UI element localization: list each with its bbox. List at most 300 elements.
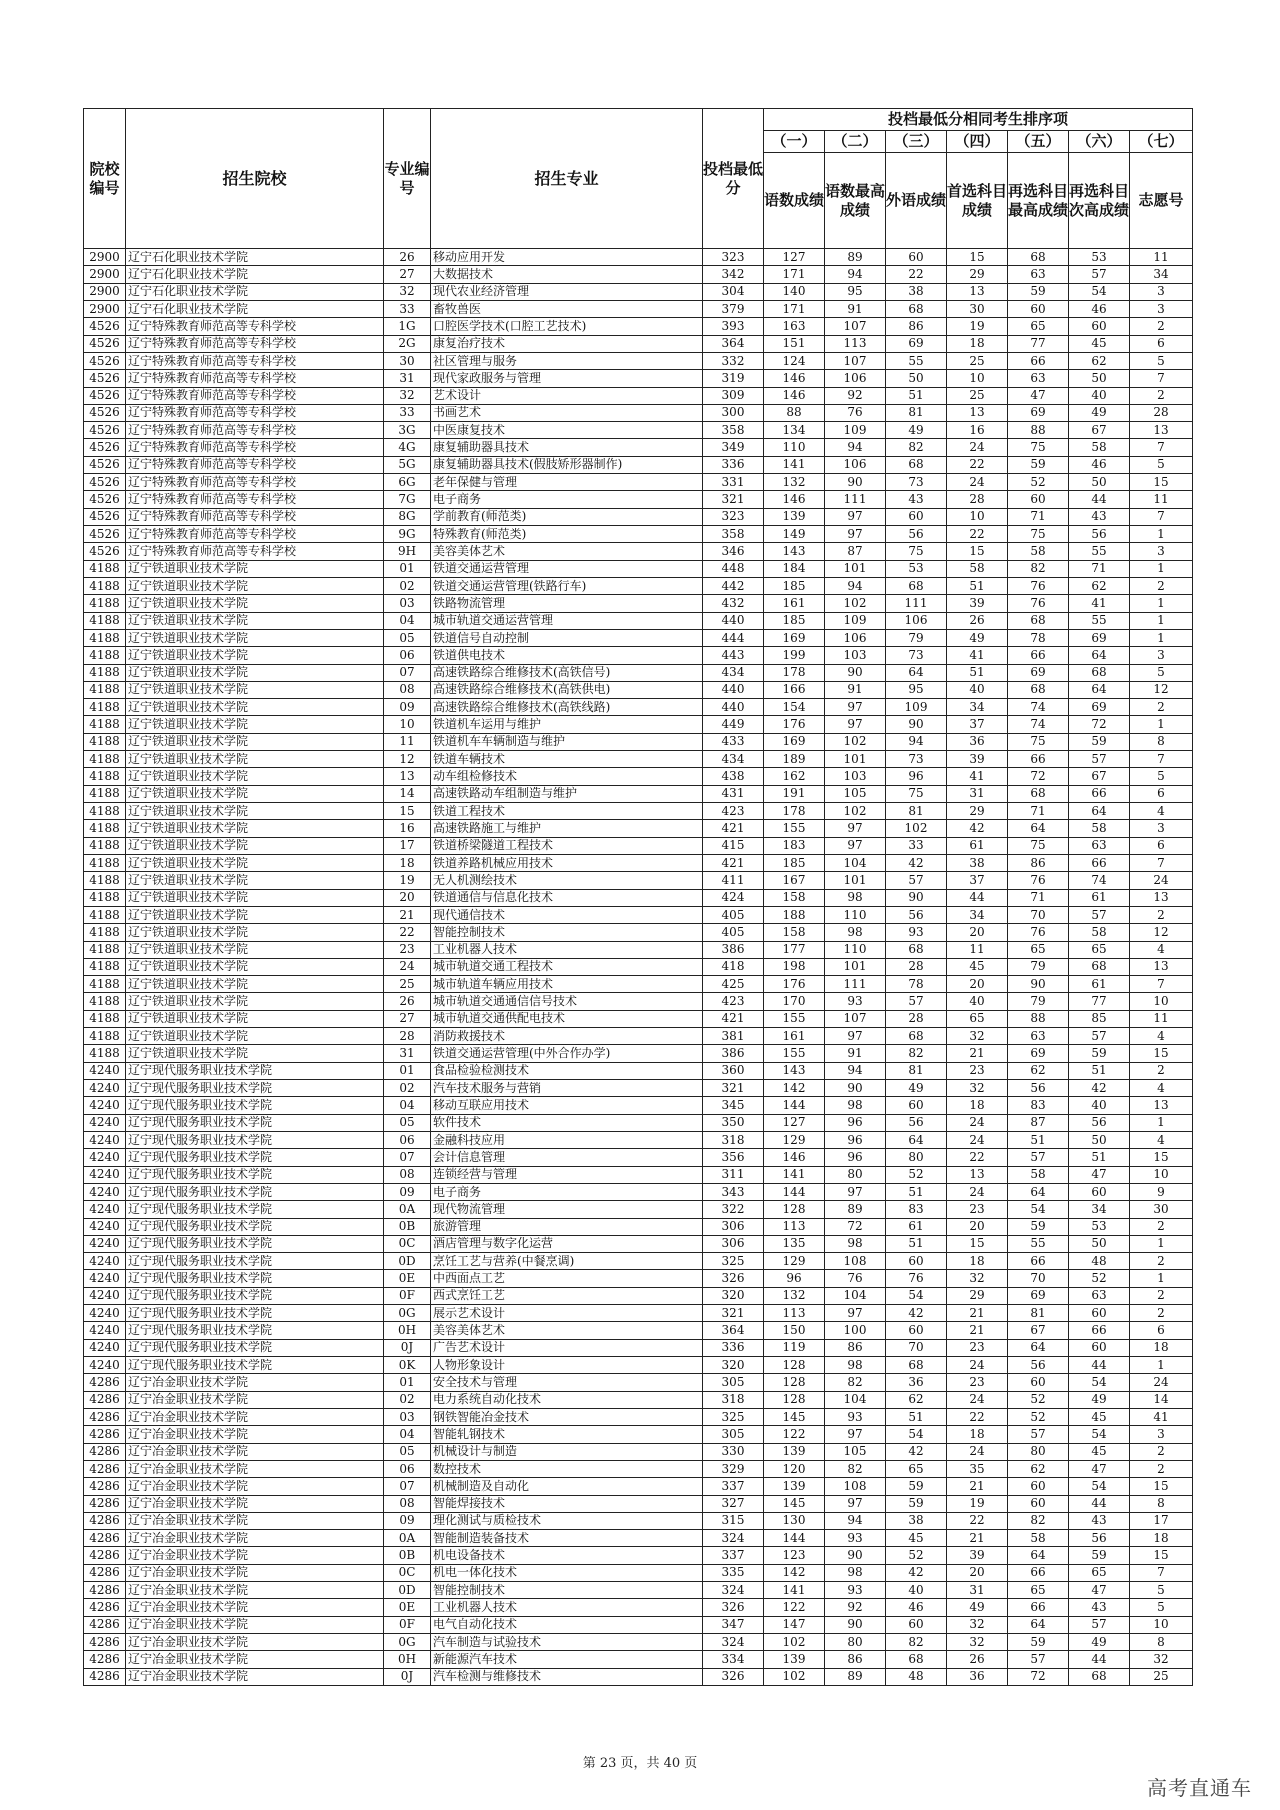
cell-foreign-language: 50 <box>886 370 947 387</box>
cell-major-name: 电子商务 <box>431 491 703 508</box>
cell-elective-max: 54 <box>1008 1201 1069 1218</box>
cell-school-code: 4188 <box>84 577 126 594</box>
cell-school-code: 4188 <box>84 906 126 923</box>
cell-chinese-math: 102 <box>764 1634 825 1651</box>
cell-chinese-math: 171 <box>764 300 825 317</box>
cell-elective-max: 82 <box>1008 1512 1069 1529</box>
cell-elective-second: 43 <box>1069 1599 1130 1616</box>
table-row <box>84 595 1193 612</box>
cell-major-name: 社区管理与服务 <box>431 352 703 369</box>
cell-preference-no: 3 <box>1130 820 1193 837</box>
cell-elective-second: 49 <box>1069 1391 1130 1408</box>
table-row <box>84 1149 1193 1166</box>
cell-chinese-math: 158 <box>764 924 825 941</box>
cell-elective-max: 66 <box>1008 352 1069 369</box>
cell-foreign-language: 51 <box>886 387 947 404</box>
cell-major-name: 理化测试与质检技术 <box>431 1512 703 1529</box>
cell-school-code: 4188 <box>84 595 126 612</box>
cell-school-name: 辽宁现代服务职业技术学院 <box>126 1201 384 1218</box>
cell-chinese-math-max: 97 <box>825 508 886 525</box>
cell-elective-second: 55 <box>1069 543 1130 560</box>
cell-major-name: 高速铁路综合维修技术(高铁信号) <box>431 664 703 681</box>
cell-preference-no: 8 <box>1130 1634 1193 1651</box>
cell-elective-max: 71 <box>1008 889 1069 906</box>
cell-foreign-language: 94 <box>886 733 947 750</box>
cell-min-score: 421 <box>703 1010 764 1027</box>
cell-chinese-math: 171 <box>764 266 825 283</box>
cell-elective-second: 44 <box>1069 1651 1130 1668</box>
cell-elective-max: 63 <box>1008 1028 1069 1045</box>
cell-elective-second: 47 <box>1069 1582 1130 1599</box>
cell-school-code: 4526 <box>84 335 126 352</box>
cell-preference-no: 3 <box>1130 647 1193 664</box>
cell-first-subject: 18 <box>947 335 1008 352</box>
cell-chinese-math-max: 92 <box>825 387 886 404</box>
cell-school-name: 辽宁冶金职业技术学院 <box>126 1408 384 1425</box>
cell-elective-second: 42 <box>1069 1080 1130 1097</box>
cell-min-score: 337 <box>703 1547 764 1564</box>
cell-chinese-math-max: 110 <box>825 941 886 958</box>
cell-elective-max: 79 <box>1008 958 1069 975</box>
cell-elective-max: 81 <box>1008 1305 1069 1322</box>
cell-min-score: 424 <box>703 889 764 906</box>
cell-chinese-math: 189 <box>764 751 825 768</box>
table-row <box>84 1599 1193 1616</box>
cell-chinese-math-max: 107 <box>825 352 886 369</box>
cell-school-name: 辽宁特殊教育师范高等专科学校 <box>126 370 384 387</box>
cell-elective-max: 56 <box>1008 1080 1069 1097</box>
cell-min-score: 442 <box>703 577 764 594</box>
cell-elective-max: 76 <box>1008 872 1069 889</box>
cell-elective-max: 64 <box>1008 820 1069 837</box>
cell-elective-max: 67 <box>1008 1322 1069 1339</box>
cell-elective-second: 46 <box>1069 300 1130 317</box>
cell-first-subject: 20 <box>947 1564 1008 1581</box>
cell-first-subject: 29 <box>947 1287 1008 1304</box>
cell-chinese-math-max: 104 <box>825 1287 886 1304</box>
cell-first-subject: 13 <box>947 1166 1008 1183</box>
cell-min-score: 381 <box>703 1028 764 1045</box>
cell-major-code: 32 <box>384 387 431 404</box>
cell-preference-no: 13 <box>1130 422 1193 439</box>
cell-major-name: 城市轨道车辆应用技术 <box>431 976 703 993</box>
cell-elective-second: 44 <box>1069 1495 1130 1512</box>
cell-school-name: 辽宁铁道职业技术学院 <box>126 1010 384 1027</box>
cell-elective-max: 47 <box>1008 387 1069 404</box>
cell-first-subject: 29 <box>947 803 1008 820</box>
cell-school-name: 辽宁铁道职业技术学院 <box>126 629 384 646</box>
cell-major-code: 08 <box>384 1495 431 1512</box>
cell-first-subject: 32 <box>947 1028 1008 1045</box>
table-row <box>84 1478 1193 1495</box>
cell-major-name: 广告艺术设计 <box>431 1339 703 1356</box>
cell-school-name: 辽宁特殊教育师范高等专科学校 <box>126 456 384 473</box>
cell-elective-max: 60 <box>1008 1478 1069 1495</box>
table-row <box>84 577 1193 594</box>
cell-first-subject: 31 <box>947 1582 1008 1599</box>
header-index-6: （六） <box>1069 131 1130 153</box>
table-row <box>84 803 1193 820</box>
cell-chinese-math-max: 98 <box>825 1235 886 1252</box>
cell-elective-max: 70 <box>1008 1270 1069 1287</box>
header-index-1: （一） <box>764 131 825 153</box>
cell-chinese-math-max: 101 <box>825 560 886 577</box>
cell-first-subject: 58 <box>947 560 1008 577</box>
cell-school-name: 辽宁现代服务职业技术学院 <box>126 1339 384 1356</box>
table-row <box>84 664 1193 681</box>
cell-min-score: 306 <box>703 1218 764 1235</box>
cell-elective-max: 78 <box>1008 629 1069 646</box>
cell-major-code: 04 <box>384 1097 431 1114</box>
cell-school-code: 4188 <box>84 820 126 837</box>
cell-chinese-math-max: 93 <box>825 1582 886 1599</box>
cell-elective-max: 63 <box>1008 266 1069 283</box>
cell-school-name: 辽宁铁道职业技术学院 <box>126 1045 384 1062</box>
cell-elective-max: 76 <box>1008 577 1069 594</box>
cell-min-score: 425 <box>703 976 764 993</box>
cell-chinese-math: 146 <box>764 370 825 387</box>
cell-preference-no: 13 <box>1130 958 1193 975</box>
cell-major-name: 电气自动化技术 <box>431 1616 703 1633</box>
cell-first-subject: 65 <box>947 1010 1008 1027</box>
cell-major-name: 机电设备技术 <box>431 1547 703 1564</box>
cell-chinese-math: 130 <box>764 1512 825 1529</box>
cell-school-name: 辽宁现代服务职业技术学院 <box>126 1235 384 1252</box>
cell-chinese-math-max: 98 <box>825 1357 886 1374</box>
cell-major-code: 03 <box>384 595 431 612</box>
cell-first-subject: 39 <box>947 595 1008 612</box>
cell-chinese-math: 141 <box>764 1166 825 1183</box>
cell-elective-second: 59 <box>1069 1045 1130 1062</box>
cell-chinese-math: 178 <box>764 803 825 820</box>
cell-major-code: 11 <box>384 733 431 750</box>
cell-min-score: 325 <box>703 1408 764 1425</box>
cell-preference-no: 2 <box>1130 1443 1193 1460</box>
cell-major-code: 06 <box>384 1131 431 1148</box>
cell-elective-max: 64 <box>1008 1339 1069 1356</box>
cell-chinese-math-max: 100 <box>825 1322 886 1339</box>
cell-preference-no: 5 <box>1130 352 1193 369</box>
cell-school-code: 4286 <box>84 1582 126 1599</box>
cell-major-name: 酒店管理与数字化运营 <box>431 1235 703 1252</box>
cell-major-name: 城市轨道交通通信信号技术 <box>431 993 703 1010</box>
cell-elective-max: 63 <box>1008 370 1069 387</box>
cell-first-subject: 15 <box>947 249 1008 266</box>
cell-preference-no: 1 <box>1130 526 1193 543</box>
cell-min-score: 323 <box>703 249 764 266</box>
cell-major-name: 城市轨道交通工程技术 <box>431 958 703 975</box>
cell-foreign-language: 102 <box>886 820 947 837</box>
cell-elective-max: 71 <box>1008 803 1069 820</box>
cell-foreign-language: 81 <box>886 803 947 820</box>
cell-chinese-math-max: 86 <box>825 1651 886 1668</box>
table-row <box>84 1668 1193 1685</box>
cell-min-score: 323 <box>703 508 764 525</box>
cell-first-subject: 25 <box>947 387 1008 404</box>
cell-major-code: 5G <box>384 456 431 473</box>
cell-school-name: 辽宁冶金职业技术学院 <box>126 1616 384 1633</box>
cell-major-code: 22 <box>384 924 431 941</box>
cell-elective-max: 65 <box>1008 1582 1069 1599</box>
cell-chinese-math: 150 <box>764 1322 825 1339</box>
cell-first-subject: 30 <box>947 300 1008 317</box>
cell-preference-no: 4 <box>1130 1131 1193 1148</box>
cell-major-code: 19 <box>384 872 431 889</box>
cell-major-code: 0B <box>384 1218 431 1235</box>
table-row <box>84 1391 1193 1408</box>
cell-school-name: 辽宁铁道职业技术学院 <box>126 560 384 577</box>
table-row <box>84 1443 1193 1460</box>
cell-chinese-math-max: 103 <box>825 647 886 664</box>
cell-major-name: 连锁经营与管理 <box>431 1166 703 1183</box>
cell-school-name: 辽宁铁道职业技术学院 <box>126 854 384 871</box>
cell-major-code: 10 <box>384 716 431 733</box>
cell-chinese-math-max: 98 <box>825 1097 886 1114</box>
cell-elective-second: 51 <box>1069 1149 1130 1166</box>
cell-school-code: 4188 <box>84 1045 126 1062</box>
cell-first-subject: 49 <box>947 629 1008 646</box>
cell-foreign-language: 68 <box>886 577 947 594</box>
cell-major-name: 机械设计与制造 <box>431 1443 703 1460</box>
table-row <box>84 629 1193 646</box>
cell-chinese-math-max: 82 <box>825 1374 886 1391</box>
cell-min-score: 364 <box>703 1322 764 1339</box>
cell-chinese-math: 143 <box>764 543 825 560</box>
cell-elective-max: 66 <box>1008 1564 1069 1581</box>
cell-preference-no: 1 <box>1130 1270 1193 1287</box>
table-row <box>84 1062 1193 1079</box>
cell-major-name: 康复辅助器具技术(假肢矫形器制作) <box>431 456 703 473</box>
cell-school-name: 辽宁现代服务职业技术学院 <box>126 1131 384 1148</box>
cell-min-score: 327 <box>703 1495 764 1512</box>
cell-elective-second: 58 <box>1069 924 1130 941</box>
cell-elective-max: 75 <box>1008 733 1069 750</box>
cell-major-name: 铁道交通运营管理(铁路行车) <box>431 577 703 594</box>
cell-preference-no: 25 <box>1130 1668 1193 1685</box>
table-row <box>84 1218 1193 1235</box>
cell-major-name: 机电一体化技术 <box>431 1564 703 1581</box>
page-footer: 第 23 页，共 40 页 <box>582 1756 698 1771</box>
cell-elective-max: 59 <box>1008 1634 1069 1651</box>
cell-foreign-language: 111 <box>886 595 947 612</box>
cell-school-code: 4188 <box>84 872 126 889</box>
cell-major-name: 旅游管理 <box>431 1218 703 1235</box>
cell-min-score: 337 <box>703 1478 764 1495</box>
cell-first-subject: 21 <box>947 1322 1008 1339</box>
cell-min-score: 386 <box>703 1045 764 1062</box>
cell-school-code: 4240 <box>84 1131 126 1148</box>
cell-major-name: 老年保健与管理 <box>431 474 703 491</box>
cell-min-score: 356 <box>703 1149 764 1166</box>
header-index-4: （四） <box>947 131 1008 153</box>
cell-major-code: 0E <box>384 1270 431 1287</box>
cell-first-subject: 19 <box>947 318 1008 335</box>
cell-preference-no: 24 <box>1130 1374 1193 1391</box>
cell-school-name: 辽宁铁道职业技术学院 <box>126 577 384 594</box>
cell-school-name: 辽宁现代服务职业技术学院 <box>126 1097 384 1114</box>
cell-min-score: 305 <box>703 1426 764 1443</box>
cell-foreign-language: 96 <box>886 768 947 785</box>
cell-major-name: 铁道养路机械应用技术 <box>431 854 703 871</box>
cell-school-name: 辽宁铁道职业技术学院 <box>126 751 384 768</box>
cell-chinese-math: 146 <box>764 1149 825 1166</box>
cell-elective-max: 66 <box>1008 647 1069 664</box>
cell-first-subject: 23 <box>947 1062 1008 1079</box>
cell-preference-no: 1 <box>1130 595 1193 612</box>
cell-preference-no: 4 <box>1130 1080 1193 1097</box>
cell-chinese-math-max: 82 <box>825 1460 886 1477</box>
cell-chinese-math: 141 <box>764 456 825 473</box>
cell-major-code: 0B <box>384 1547 431 1564</box>
cell-school-name: 辽宁特殊教育师范高等专科学校 <box>126 318 384 335</box>
cell-elective-max: 69 <box>1008 404 1069 421</box>
cell-elective-second: 66 <box>1069 1322 1130 1339</box>
cell-foreign-language: 43 <box>886 491 947 508</box>
cell-chinese-math-max: 93 <box>825 1408 886 1425</box>
cell-preference-no: 7 <box>1130 751 1193 768</box>
cell-major-code: 09 <box>384 1512 431 1529</box>
cell-preference-no: 15 <box>1130 1149 1193 1166</box>
table-row <box>84 976 1193 993</box>
cell-school-name: 辽宁特殊教育师范高等专科学校 <box>126 508 384 525</box>
cell-major-name: 动车组检修技术 <box>431 768 703 785</box>
cell-elective-second: 54 <box>1069 1478 1130 1495</box>
cell-elective-max: 64 <box>1008 1616 1069 1633</box>
cell-first-subject: 32 <box>947 1270 1008 1287</box>
cell-min-score: 342 <box>703 266 764 283</box>
cell-first-subject: 18 <box>947 1253 1008 1270</box>
cell-chinese-math-max: 101 <box>825 872 886 889</box>
cell-elective-second: 65 <box>1069 1564 1130 1581</box>
cell-chinese-math-max: 102 <box>825 595 886 612</box>
cell-major-code: 06 <box>384 1460 431 1477</box>
cell-chinese-math-max: 90 <box>825 474 886 491</box>
cell-school-code: 4188 <box>84 612 126 629</box>
cell-elective-second: 60 <box>1069 1305 1130 1322</box>
cell-major-name: 现代通信技术 <box>431 906 703 923</box>
table-row <box>84 249 1193 266</box>
cell-first-subject: 22 <box>947 1408 1008 1425</box>
cell-elective-max: 64 <box>1008 1183 1069 1200</box>
cell-school-code: 4286 <box>84 1495 126 1512</box>
cell-foreign-language: 49 <box>886 1080 947 1097</box>
cell-chinese-math-max: 102 <box>825 733 886 750</box>
cell-preference-no: 15 <box>1130 1045 1193 1062</box>
cell-major-code: 28 <box>384 1028 431 1045</box>
cell-chinese-math-max: 109 <box>825 422 886 439</box>
header-school-name: 招生院校 <box>126 109 384 249</box>
cell-major-code: 08 <box>384 1166 431 1183</box>
cell-school-code: 4188 <box>84 1028 126 1045</box>
cell-first-subject: 15 <box>947 543 1008 560</box>
cell-chinese-math: 163 <box>764 318 825 335</box>
cell-elective-second: 43 <box>1069 508 1130 525</box>
cell-school-code: 4526 <box>84 439 126 456</box>
cell-elective-max: 57 <box>1008 1426 1069 1443</box>
cell-major-name: 人物形象设计 <box>431 1357 703 1374</box>
cell-chinese-math-max: 111 <box>825 491 886 508</box>
cell-school-name: 辽宁特殊教育师范高等专科学校 <box>126 387 384 404</box>
cell-foreign-language: 73 <box>886 751 947 768</box>
cell-first-subject: 24 <box>947 439 1008 456</box>
cell-elective-max: 79 <box>1008 993 1069 1010</box>
cell-foreign-language: 106 <box>886 612 947 629</box>
cell-major-name: 高速铁路施工与维护 <box>431 820 703 837</box>
cell-elective-second: 56 <box>1069 1114 1130 1131</box>
table-row <box>84 1564 1193 1581</box>
cell-preference-no: 1 <box>1130 560 1193 577</box>
cell-chinese-math: 162 <box>764 768 825 785</box>
table-row <box>84 1253 1193 1270</box>
cell-major-name: 学前教育(师范类) <box>431 508 703 525</box>
cell-major-name: 工业机器人技术 <box>431 1599 703 1616</box>
cell-min-score: 421 <box>703 820 764 837</box>
table-row <box>84 526 1193 543</box>
table-row <box>84 716 1193 733</box>
cell-foreign-language: 68 <box>886 300 947 317</box>
cell-first-subject: 21 <box>947 1530 1008 1547</box>
cell-min-score: 336 <box>703 456 764 473</box>
cell-min-score: 336 <box>703 1339 764 1356</box>
cell-preference-no: 7 <box>1130 439 1193 456</box>
cell-foreign-language: 40 <box>886 1582 947 1599</box>
cell-major-name: 特殊教育(师范类) <box>431 526 703 543</box>
table-row <box>84 1495 1193 1512</box>
table-row <box>84 958 1193 975</box>
header-index-2: （二） <box>825 131 886 153</box>
cell-school-code: 4526 <box>84 526 126 543</box>
cell-elective-max: 74 <box>1008 699 1069 716</box>
cell-chinese-math: 188 <box>764 906 825 923</box>
cell-preference-no: 11 <box>1130 249 1193 266</box>
cell-chinese-math-max: 93 <box>825 1530 886 1547</box>
cell-foreign-language: 70 <box>886 1339 947 1356</box>
cell-foreign-language: 76 <box>886 1270 947 1287</box>
header-school-code: 院校编号 <box>84 109 126 249</box>
cell-first-subject: 13 <box>947 404 1008 421</box>
cell-chinese-math-max: 90 <box>825 1547 886 1564</box>
cell-school-name: 辽宁特殊教育师范高等专科学校 <box>126 543 384 560</box>
cell-school-code: 4240 <box>84 1166 126 1183</box>
cell-foreign-language: 53 <box>886 560 947 577</box>
cell-elective-second: 65 <box>1069 941 1130 958</box>
cell-foreign-language: 51 <box>886 1408 947 1425</box>
cell-school-name: 辽宁铁道职业技术学院 <box>126 803 384 820</box>
header-chinese-math: 语数成绩 <box>764 153 825 249</box>
header-elective-max: 再选科目最高成绩 <box>1008 153 1069 249</box>
cell-min-score: 346 <box>703 543 764 560</box>
cell-school-code: 4286 <box>84 1443 126 1460</box>
cell-min-score: 421 <box>703 854 764 871</box>
cell-chinese-math-max: 98 <box>825 1564 886 1581</box>
cell-chinese-math: 134 <box>764 422 825 439</box>
cell-elective-second: 56 <box>1069 526 1130 543</box>
table-row <box>84 1305 1193 1322</box>
cell-school-name: 辽宁铁道职业技术学院 <box>126 612 384 629</box>
cell-elective-second: 40 <box>1069 1097 1130 1114</box>
cell-major-code: 0D <box>384 1253 431 1270</box>
cell-major-code: 7G <box>384 491 431 508</box>
cell-elective-second: 60 <box>1069 1183 1130 1200</box>
header-major-code: 专业编号 <box>384 109 431 249</box>
cell-preference-no: 1 <box>1130 1235 1193 1252</box>
cell-elective-second: 59 <box>1069 1547 1130 1564</box>
cell-major-name: 口腔医学技术(口腔工艺技术) <box>431 318 703 335</box>
cell-school-code: 4188 <box>84 751 126 768</box>
cell-elective-max: 75 <box>1008 837 1069 854</box>
cell-school-code: 4240 <box>84 1287 126 1304</box>
cell-school-name: 辽宁铁道职业技术学院 <box>126 733 384 750</box>
